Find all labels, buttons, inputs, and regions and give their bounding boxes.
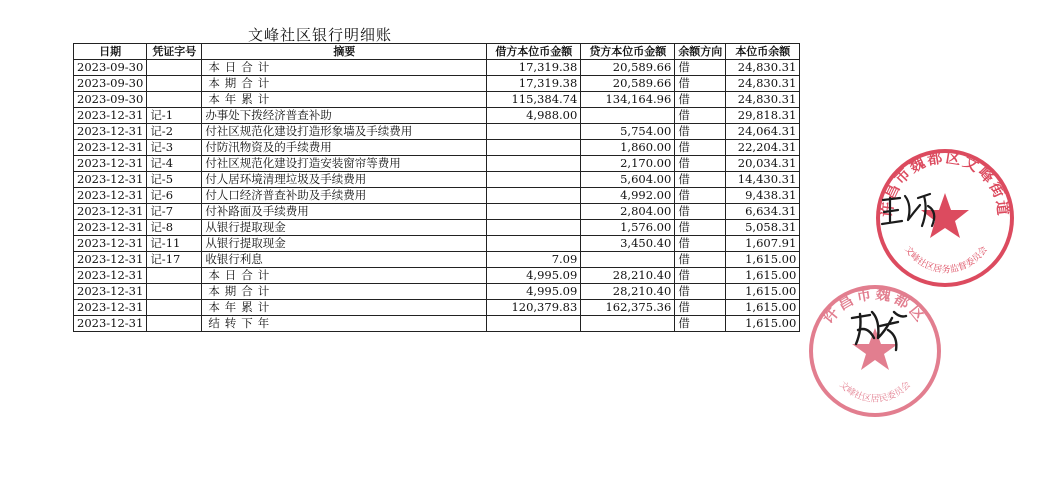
cell-credit: 2,170.00 (581, 156, 675, 172)
cell-debit (487, 188, 581, 204)
cell-direction: 借 (675, 300, 726, 316)
cell-date: 2023-12-31 (74, 236, 147, 252)
cell-credit: 28,210.40 (581, 284, 675, 300)
cell-debit (487, 156, 581, 172)
cell-credit: 162,375.36 (581, 300, 675, 316)
cell-direction: 借 (675, 236, 726, 252)
cell-summary: 本年累计 (202, 92, 487, 108)
header-voucher: 凭证字号 (147, 44, 202, 60)
table-row (74, 60, 800, 76)
cell-direction: 借 (675, 316, 726, 332)
cell-date: 2023-12-31 (74, 252, 147, 268)
cell-voucher: 记-6 (147, 188, 202, 204)
cell-balance: 5,058.31 (726, 220, 800, 236)
cell-direction: 借 (675, 60, 726, 76)
table-row (74, 268, 800, 284)
cell-date: 2023-09-30 (74, 60, 147, 76)
table-row (74, 220, 800, 236)
table-row (74, 140, 800, 156)
cell-summary: 本日合计 (202, 268, 487, 284)
cell-summary: 本期合计 (202, 76, 487, 92)
cell-summary: 办事处下拨经济普查补助 (202, 108, 487, 124)
cell-balance: 1,615.00 (726, 300, 800, 316)
table-row (74, 124, 800, 140)
cell-balance: 14,430.31 (726, 172, 800, 188)
cell-summary: 付人居环境清理垃圾及手续费用 (202, 172, 487, 188)
table-row (74, 76, 800, 92)
cell-direction: 借 (675, 92, 726, 108)
signature-2 (852, 312, 906, 350)
cell-summary: 从银行提取现金 (202, 220, 487, 236)
cell-debit (487, 204, 581, 220)
cell-date: 2023-12-31 (74, 284, 147, 300)
cell-direction: 借 (675, 76, 726, 92)
table-row (74, 156, 800, 172)
cell-debit (487, 140, 581, 156)
cell-voucher: 记-2 (147, 124, 202, 140)
cell-debit: 4,995.09 (487, 268, 581, 284)
cell-voucher: 记-1 (147, 108, 202, 124)
cell-voucher (147, 284, 202, 300)
cell-summary: 收银行利息 (202, 252, 487, 268)
cell-credit: 28,210.40 (581, 268, 675, 284)
header-debit: 借方本位币金额 (487, 44, 581, 60)
cell-balance: 1,615.00 (726, 284, 800, 300)
cell-balance: 1,607.91 (726, 236, 800, 252)
cell-date: 2023-12-31 (74, 220, 147, 236)
cell-balance: 6,634.31 (726, 204, 800, 220)
cell-date: 2023-12-31 (74, 172, 147, 188)
header-summary: 摘要 (202, 44, 487, 60)
cell-debit: 115,384.74 (487, 92, 581, 108)
cell-summary: 从银行提取现金 (202, 236, 487, 252)
cell-voucher: 记-11 (147, 236, 202, 252)
cell-debit (487, 236, 581, 252)
cell-direction: 借 (675, 220, 726, 236)
table-row (74, 300, 800, 316)
cell-summary: 付社区规范化建设打造形象墙及手续费用 (202, 124, 487, 140)
cell-voucher (147, 76, 202, 92)
cell-direction: 借 (675, 252, 726, 268)
cell-direction: 借 (675, 108, 726, 124)
cell-credit: 2,804.00 (581, 204, 675, 220)
cell-direction: 借 (675, 140, 726, 156)
cell-debit: 4,995.09 (487, 284, 581, 300)
signature-1 (882, 194, 934, 226)
cell-credit: 5,754.00 (581, 124, 675, 140)
header-date: 日期 (74, 44, 147, 60)
cell-debit: 120,379.83 (487, 300, 581, 316)
cell-summary: 付补路面及手续费用 (202, 204, 487, 220)
cell-debit (487, 220, 581, 236)
table-row (74, 204, 800, 220)
committee-seal (811, 284, 939, 415)
cell-debit: 7.09 (487, 252, 581, 268)
seal2-star-icon (852, 328, 898, 370)
ledger-body (74, 60, 800, 332)
header-balance: 本位币余额 (726, 44, 800, 60)
seal2-arc-text: 许昌市魏都区 (818, 284, 932, 328)
cell-debit (487, 316, 581, 332)
cell-balance: 1,615.00 (726, 252, 800, 268)
cell-date: 2023-12-31 (74, 108, 147, 124)
cell-credit: 134,164.96 (581, 92, 675, 108)
seal-arc-text: 许昌市魏都区文峰街道 (877, 148, 1013, 219)
table-row (74, 92, 800, 108)
seal2-bottom-text: 文峰社区居民委员会 (837, 380, 913, 405)
cell-summary: 付防汛物资及的手续费用 (202, 140, 487, 156)
cell-date: 2023-09-30 (74, 92, 147, 108)
cell-voucher: 记-7 (147, 204, 202, 220)
cell-summary: 结转下年 (202, 316, 487, 332)
cell-credit: 3,450.40 (581, 236, 675, 252)
cell-debit: 4,988.00 (487, 108, 581, 124)
cell-voucher: 记-17 (147, 252, 202, 268)
cell-balance: 24,830.31 (726, 76, 800, 92)
cell-voucher: 记-4 (147, 156, 202, 172)
cell-voucher (147, 60, 202, 76)
seal-bottom-text: 文峰社区居务监督委员会 (902, 244, 990, 276)
cell-date: 2023-09-30 (74, 76, 147, 92)
ledger-table (73, 43, 800, 332)
cell-balance: 9,438.31 (726, 188, 800, 204)
cell-balance: 24,064.31 (726, 124, 800, 140)
official-seal (877, 148, 1012, 285)
cell-summary: 付人口经济普查补助及手续费用 (202, 188, 487, 204)
cell-summary: 付社区规范化建设打造安装窗帘等费用 (202, 156, 487, 172)
cell-balance: 1,615.00 (726, 316, 800, 332)
cell-voucher: 记-3 (147, 140, 202, 156)
cell-direction: 借 (675, 156, 726, 172)
cell-voucher: 记-8 (147, 220, 202, 236)
cell-direction: 借 (675, 284, 726, 300)
table-row (74, 108, 800, 124)
cell-direction: 借 (675, 188, 726, 204)
cell-date: 2023-12-31 (74, 124, 147, 140)
cell-credit (581, 316, 675, 332)
cell-balance: 29,818.31 (726, 108, 800, 124)
cell-direction: 借 (675, 204, 726, 220)
cell-voucher (147, 316, 202, 332)
cell-credit: 1,576.00 (581, 220, 675, 236)
cell-date: 2023-12-31 (74, 140, 147, 156)
header-direction: 余额方向 (675, 44, 726, 60)
cell-summary: 本年累计 (202, 300, 487, 316)
cell-balance: 24,830.31 (726, 60, 800, 76)
cell-date: 2023-12-31 (74, 156, 147, 172)
cell-date: 2023-12-31 (74, 316, 147, 332)
cell-balance: 22,204.31 (726, 140, 800, 156)
cell-summary: 本期合计 (202, 284, 487, 300)
cell-voucher (147, 268, 202, 284)
cell-credit: 20,589.66 (581, 60, 675, 76)
cell-voucher (147, 92, 202, 108)
cell-debit (487, 172, 581, 188)
cell-date: 2023-12-31 (74, 300, 147, 316)
cell-date: 2023-12-31 (74, 188, 147, 204)
cell-date: 2023-12-31 (74, 204, 147, 220)
cell-direction: 借 (675, 268, 726, 284)
table-row (74, 188, 800, 204)
seal-star-icon (921, 193, 969, 238)
cell-credit: 20,589.66 (581, 76, 675, 92)
header-credit: 贷方本位币金额 (581, 44, 675, 60)
cell-balance: 24,830.31 (726, 92, 800, 108)
cell-credit: 5,604.00 (581, 172, 675, 188)
page-title: 文峰社区银行明细账 (247, 26, 392, 44)
cell-balance: 1,615.00 (726, 268, 800, 284)
table-row (74, 284, 800, 300)
cell-voucher: 记-5 (147, 172, 202, 188)
cell-credit (581, 108, 675, 124)
cell-direction: 借 (675, 124, 726, 140)
table-row (74, 236, 800, 252)
table-row (74, 252, 800, 268)
cell-voucher (147, 300, 202, 316)
table-row (74, 316, 800, 332)
table-row (74, 172, 800, 188)
header-row (74, 44, 800, 60)
cell-debit (487, 124, 581, 140)
cell-summary: 本日合计 (202, 60, 487, 76)
cell-credit (581, 252, 675, 268)
cell-date: 2023-12-31 (74, 268, 147, 284)
cell-debit: 17,319.38 (487, 60, 581, 76)
cell-credit: 4,992.00 (581, 188, 675, 204)
cell-direction: 借 (675, 172, 726, 188)
cell-debit: 17,319.38 (487, 76, 581, 92)
cell-balance: 20,034.31 (726, 156, 800, 172)
cell-credit: 1,860.00 (581, 140, 675, 156)
